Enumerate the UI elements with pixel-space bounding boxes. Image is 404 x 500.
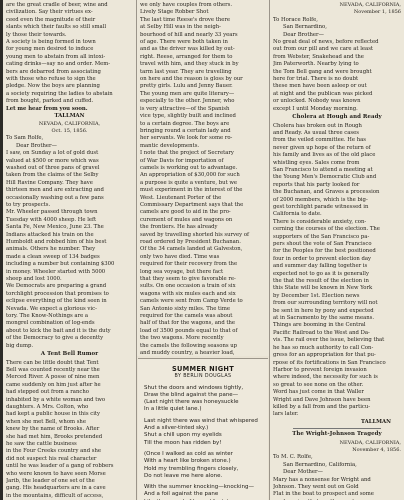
poem-line: With a heart like broken stone.) [144, 458, 231, 465]
dateline-place: NEVADA, CALIFORNIA, [38, 120, 101, 127]
text-line: at night and the publican was picked [273, 90, 373, 97]
text-line: Humboldt and robbed him of his best [6, 239, 107, 245]
poem-line: Last night there was wind that whispered [144, 417, 258, 424]
text-line: Lively Stage Robber Shot [140, 9, 209, 16]
text-line: Indians attacked his train on the [6, 231, 94, 238]
clipping-letter-column-2 [137, 0, 269, 356]
poem-line: In a little quiet lane.) [144, 406, 202, 413]
text-line: vice type, slightly built and inclined [140, 113, 236, 120]
text-line: Of the 34 camels landed at Galveston, [140, 246, 243, 253]
separator-rule [293, 428, 381, 429]
text-line: travel with him, and they stuck in by [140, 61, 239, 68]
text-line: San Francisco to attend a meeting at [273, 166, 373, 173]
text-line: Harbor to prevent foreign invasion [273, 366, 367, 373]
text-line: An appropriation of $30,000 for such [140, 172, 240, 179]
text-line: Santa Fe, New Mexico, June 23. The [6, 224, 104, 231]
text-line: be sent in here by pony and expected [273, 307, 374, 314]
text-line: never given up hope of the return of [273, 144, 371, 151]
text-line: the two wagons. More recently [140, 335, 224, 342]
text-line: four in order to prevent election day [273, 255, 372, 262]
text-line: gang. His headquarters are in a cave [6, 485, 106, 492]
text-line: is very attractive—of the Spanish [140, 105, 230, 112]
text-line: gress for an appropriation for that pu- [273, 352, 376, 359]
poem-line: Do not leave me here alone. [144, 472, 223, 479]
text-line: his family and lives as of the old place [273, 152, 376, 159]
text-line: long sea voyage, but there fact [140, 268, 224, 275]
letter-paragraph [6, 150, 133, 350]
text-line: bringing round a certain lady and [140, 127, 231, 134]
text-line: the Young Men's Democratic Club and [273, 174, 377, 181]
text-line: made a clean sweep of 134 badges [6, 253, 100, 260]
text-line: sheep and lost 1000. [6, 276, 62, 283]
text-line: Hill Ravine Company. They have [6, 179, 93, 186]
text-line: in money. Wheeler started with 5000 [6, 268, 106, 275]
text-line: the Tom Bell gang and were brought [273, 68, 372, 75]
text-line: of the Democracy to give a decentty [6, 335, 104, 342]
text-line: we only have couples from others. [140, 2, 233, 8]
poem-line: Hold my trembling fingers closely, [144, 465, 239, 472]
text-line: here for trial. There is no doubt [273, 76, 359, 83]
text-line: gest torchlight parade witnessed in [273, 203, 369, 210]
text-line: except I until Monday morning. [273, 105, 358, 112]
poem-stanza [144, 418, 262, 447]
dateline-place: NEVADA, CALIFORNIA, [339, 439, 401, 446]
text-line: pretty girls. Lulu and Jenny Bauer. [140, 83, 233, 90]
text-line: lars later. [273, 411, 299, 418]
poem-line: (Once I walked as cold as winter [144, 450, 233, 457]
text-line: or unlocked. Nobody was known [273, 98, 361, 105]
poem-line: Draw the blind against the pane— [144, 391, 239, 398]
text-line: Wright and Dave Johnson have been [273, 396, 371, 403]
text-line: big dump. [6, 342, 34, 349]
text-line: taken from the claims of the Selby [6, 172, 99, 179]
poem-stanza [144, 385, 262, 414]
text-line: Bell was counted recently near the [6, 366, 100, 373]
letter-paragraph [140, 2, 266, 356]
text-line: Pacific Railroad to the West and Da- [273, 329, 370, 336]
text-line: these men have been asleep or out [273, 83, 367, 90]
greeting: To M. C. Rolfe, [273, 454, 313, 461]
text-line: from Webster, Snakehead and the [273, 53, 364, 60]
text-line: young men to abstain from all intoxi- [6, 53, 106, 60]
text-line: There can be little doubt that Tent [6, 359, 99, 366]
poem-author: BY BERLIN DOUGLAS [174, 374, 232, 380]
text-line: rpose of its fortifications in San Francisco [273, 359, 386, 366]
text-line: half of that for the wagons, and the [140, 320, 236, 327]
greeting-line: Dear Mother— [283, 469, 323, 476]
greeting-line: San Bernardino, [283, 24, 327, 31]
text-line: cerning the courses of the election. The [273, 226, 380, 233]
text-line: must experiment in the interest of the [140, 187, 243, 194]
poem-body [144, 385, 262, 500]
text-line: required for the camels was about [140, 313, 233, 320]
text-line: Merced River. A posse of nine men [6, 374, 100, 381]
text-line: about to kick the bait and it is the duty [6, 327, 111, 334]
text-line: had kept a public house in this city [6, 411, 101, 418]
signature-name: TALLMAN [360, 418, 391, 425]
text-line: for the Peoples for the best positioned [273, 248, 376, 255]
text-line: Mary has a nonsense for Wright and [273, 476, 371, 483]
text-line: California to date. [273, 211, 322, 218]
text-line: bers are debarred from associating [6, 68, 101, 75]
text-line: washed out of three pans of gravel [6, 164, 100, 171]
text-line: Tuesday with 4000 sheep. He left [6, 216, 97, 223]
text-line: to try prospects. [6, 201, 51, 208]
clipping-letter-column-1 [3, 0, 136, 500]
text-line: she had met him, Brooks pretended [6, 433, 103, 440]
text-line: valued at $500 or more which was [6, 157, 99, 164]
text-line: he has so much authority to call Con- [273, 344, 374, 351]
text-line: knew by the name of Brooks. After [6, 426, 100, 433]
text-line: civilization. Say their virtues ex- [6, 9, 93, 16]
section-heading: Cholera at Hough and Ready [292, 114, 382, 121]
text-line: from the veiled committee. He has [273, 137, 366, 144]
text-line: this State will be known in New York [273, 285, 373, 292]
text-line: daughters. A Mrs. Colton, who [6, 403, 89, 410]
text-line: of age. There were both taken in [140, 39, 228, 46]
text-line: We Democrats are preparing a grand [6, 283, 107, 290]
text-line: whistling eyes. Sales come from [273, 159, 360, 166]
greeting: To Sam Rolfe, [6, 135, 44, 142]
poem-line: Shut the doors and windows tightly, [144, 384, 244, 391]
text-line: West. Lieutenant Porter of the [140, 194, 222, 201]
text-line: vis. The rail over the issue, believing that [273, 337, 385, 344]
letter-paragraph [6, 360, 133, 500]
text-line: No great deal of news, before reflected [273, 39, 379, 46]
dateline-date: November 1, 1856 [353, 9, 401, 16]
text-line: Nevada. We expect a glorious vic- [6, 305, 97, 312]
text-line: cating drinks—say no and order. Mem- [6, 61, 111, 68]
poem-stanza [144, 484, 262, 500]
text-line: came suddenly on him just after he [6, 381, 101, 388]
text-line: mantic developments. [140, 142, 200, 149]
dateline-place: NEVADA, CALIFORNIA, [339, 2, 401, 8]
text-line: in the mountains, difficult of access, [6, 492, 104, 499]
text-line: load of 3500 pounds equal to that of [140, 327, 238, 334]
text-line: Jim Paterworth. Nearby lying to [273, 61, 359, 68]
text-line: the camels the following seasons up [140, 342, 238, 349]
text-line: to a certain degree. The boys are [140, 120, 230, 127]
text-line: her servants. We look for some ro- [140, 135, 233, 142]
poem-line: Shut a chill upon my eyelids [144, 432, 222, 439]
text-line: Things are booming in the Central [273, 322, 366, 329]
text-line: torchlight procession that promises to [6, 290, 109, 297]
text-line: in the Four Creeks country and she [6, 448, 102, 455]
text-line: until he was leader of a gang of robbers [6, 463, 114, 470]
poem-clipping [138, 358, 268, 500]
text-line: so great to see none on the other. [273, 381, 364, 388]
text-line: at Selby Hill was in the neigh- [140, 24, 221, 31]
dateline-date: November 4, 1856. [352, 446, 401, 453]
text-line: the that the result of the election in [273, 278, 369, 285]
text-line: who were known to have seen Morse [6, 470, 106, 477]
letter-paragraph [273, 477, 401, 500]
text-line: with those who refuse to sign the [6, 76, 96, 83]
text-line: mongrel combination of log-ends [6, 320, 95, 327]
text-line: wagons with six mules each and six [140, 290, 236, 297]
signature-name: TALLMAN [54, 113, 85, 120]
text-line: especially to the other. Jenner, who [140, 98, 235, 105]
text-line: from bought, parked and cuffed. [6, 98, 94, 105]
text-line: and Ready. As usual three cases [273, 129, 359, 136]
greeting-line: San Bernardino, California, [283, 461, 357, 468]
text-line: for young men desired to induce [6, 46, 94, 53]
text-line: bourhood of hill and nearly 33 years [140, 31, 238, 38]
text-line: required for their recovery from the [140, 261, 238, 268]
poem-line: (Last night there was honeysuckle [144, 399, 239, 406]
text-line: Commissary Department says that the [140, 201, 244, 208]
text-line: I note that the project of Secretary [140, 150, 234, 157]
poem-line: And a silver-tinted sky.) [144, 425, 209, 432]
text-line: tory. The Know-Nothings are a [6, 313, 89, 320]
text-line: and summer day falling together is [273, 263, 368, 270]
text-line: on here and the reason is gloss by our [140, 76, 243, 83]
text-line: A society is being formed in town [6, 39, 96, 46]
poem-line: Till the moon has ridden by! [144, 439, 222, 446]
text-line: Jarib, the leader of one set of the [6, 478, 95, 484]
text-line: Cholera has broken out in Rough [273, 122, 362, 129]
text-line: ceed even the magnitude of their [6, 16, 96, 23]
text-line: There is considerable anxiety, con- [273, 218, 367, 225]
text-line: at in Sacramento by the same means. [273, 315, 375, 322]
text-line: San Antonio sixty miles. The time [140, 305, 230, 312]
poem-line: And a foil against the pane [144, 491, 219, 498]
section-heading: The Wright-Johnson Tragedy [292, 431, 382, 438]
text-line: the Buchanan, and Graves a procession [273, 189, 380, 196]
text-line: camels are good to aid in the pro- [140, 209, 231, 216]
poem-stanza [144, 451, 262, 480]
text-line: Mr. Wheeler passed through town [6, 209, 98, 216]
text-line: when she met Bell, whom she [6, 418, 86, 425]
text-line: the frontiers. He has already [140, 224, 218, 231]
text-line: he saw the cattle business [6, 440, 77, 447]
text-line: The young men are quite literary— [140, 90, 235, 97]
poem-line: With the summer knocking—knocking— [144, 484, 254, 491]
text-line: right. Reese, arranged for them to [140, 53, 233, 60]
text-line: Word has just come in that Waller [273, 389, 364, 396]
greeting-line: Dear Brother— [16, 142, 57, 149]
letter-paragraph [273, 123, 401, 419]
text-line: inhabited by a white woman and two [6, 396, 106, 403]
text-line: supporters of the San Francisco pa- [273, 233, 370, 240]
text-line: did not suspect his real character [6, 455, 97, 462]
text-line: that they seem to give favorable re- [140, 276, 236, 283]
text-line: a purpose is quite a venture, but we [140, 179, 238, 186]
clipping-letter-column-3 [270, 0, 404, 500]
letter-paragraph [273, 39, 401, 113]
text-line: pledge. Now the boys are planning [6, 83, 100, 90]
text-line: only two have died. Time was [140, 253, 220, 260]
text-line: saved by travelling shorted his survey of [140, 231, 249, 238]
text-line: road ordered by President Buchanan. [140, 239, 241, 245]
text-line: a society requiring the ladies to abstain [6, 90, 113, 97]
text-line: ly those their towards. [6, 31, 67, 38]
text-line: expected not to go as it is generally [273, 270, 369, 277]
text-line: out from our pill and we care at least [273, 46, 374, 53]
text-line: of 2000 members, which is the big- [273, 196, 368, 203]
dateline-date: Oct. 15, 1856. [51, 127, 88, 134]
text-line: reports that his party looked for [273, 181, 360, 188]
text-line: Johnson. They went out on Gold [273, 484, 359, 490]
greeting: To Horace Rolfe, [273, 16, 318, 23]
text-line: I saw, on Sunday a lot of gold dust [6, 150, 99, 157]
signoff-line: Let me hear from you soon. [6, 105, 88, 112]
text-line: sults. On one occasion a train of six [140, 283, 236, 290]
text-line: camels were sent from Camp Verde to [140, 298, 243, 305]
text-line: killed by a fall from and the particu- [273, 403, 371, 410]
poem-title: SUMMER NIGHT [171, 365, 235, 373]
text-line: eclipse everything of the kind seen in [6, 298, 107, 305]
text-line: thirteen men and are extracting and [6, 187, 104, 194]
text-line: of War Davis for importation of [140, 157, 224, 164]
greeting-line: Dear Brother— [283, 31, 324, 38]
text-line: where indeed, the necessity for such is [273, 374, 378, 381]
letter-paragraph [6, 2, 133, 106]
text-line: curement of mules and wagons on [140, 216, 233, 223]
text-line: and muddy country, a heavier load, [140, 350, 235, 356]
text-line: animals. Others he number. They [6, 246, 96, 253]
text-line: by December 1st. Election news [273, 292, 360, 299]
text-line: from our surrounding territory will not [273, 300, 378, 307]
text-line: The last time Reese's drove there [140, 16, 231, 23]
text-line: slants which their faults so still small [6, 24, 107, 31]
text-line: occasionally washing out a few pans [6, 194, 104, 201]
text-line: are the great cradle of beer, wine and [6, 2, 108, 8]
text-line: camels is working out to advantage. [140, 164, 238, 171]
text-line: and as the driver was killed by out- [140, 46, 235, 53]
text-line: pers shout the vote of San Francisco [273, 241, 372, 247]
section-heading: A Tent Bell Rumor [40, 351, 99, 358]
text-line: tarm last year. They are travelling [140, 68, 232, 75]
text-line: had stepped out from a rancho [6, 389, 89, 396]
text-line: Flat in the boat to prospect and some [273, 491, 374, 498]
text-line: including a number but containing $300 [6, 261, 115, 268]
